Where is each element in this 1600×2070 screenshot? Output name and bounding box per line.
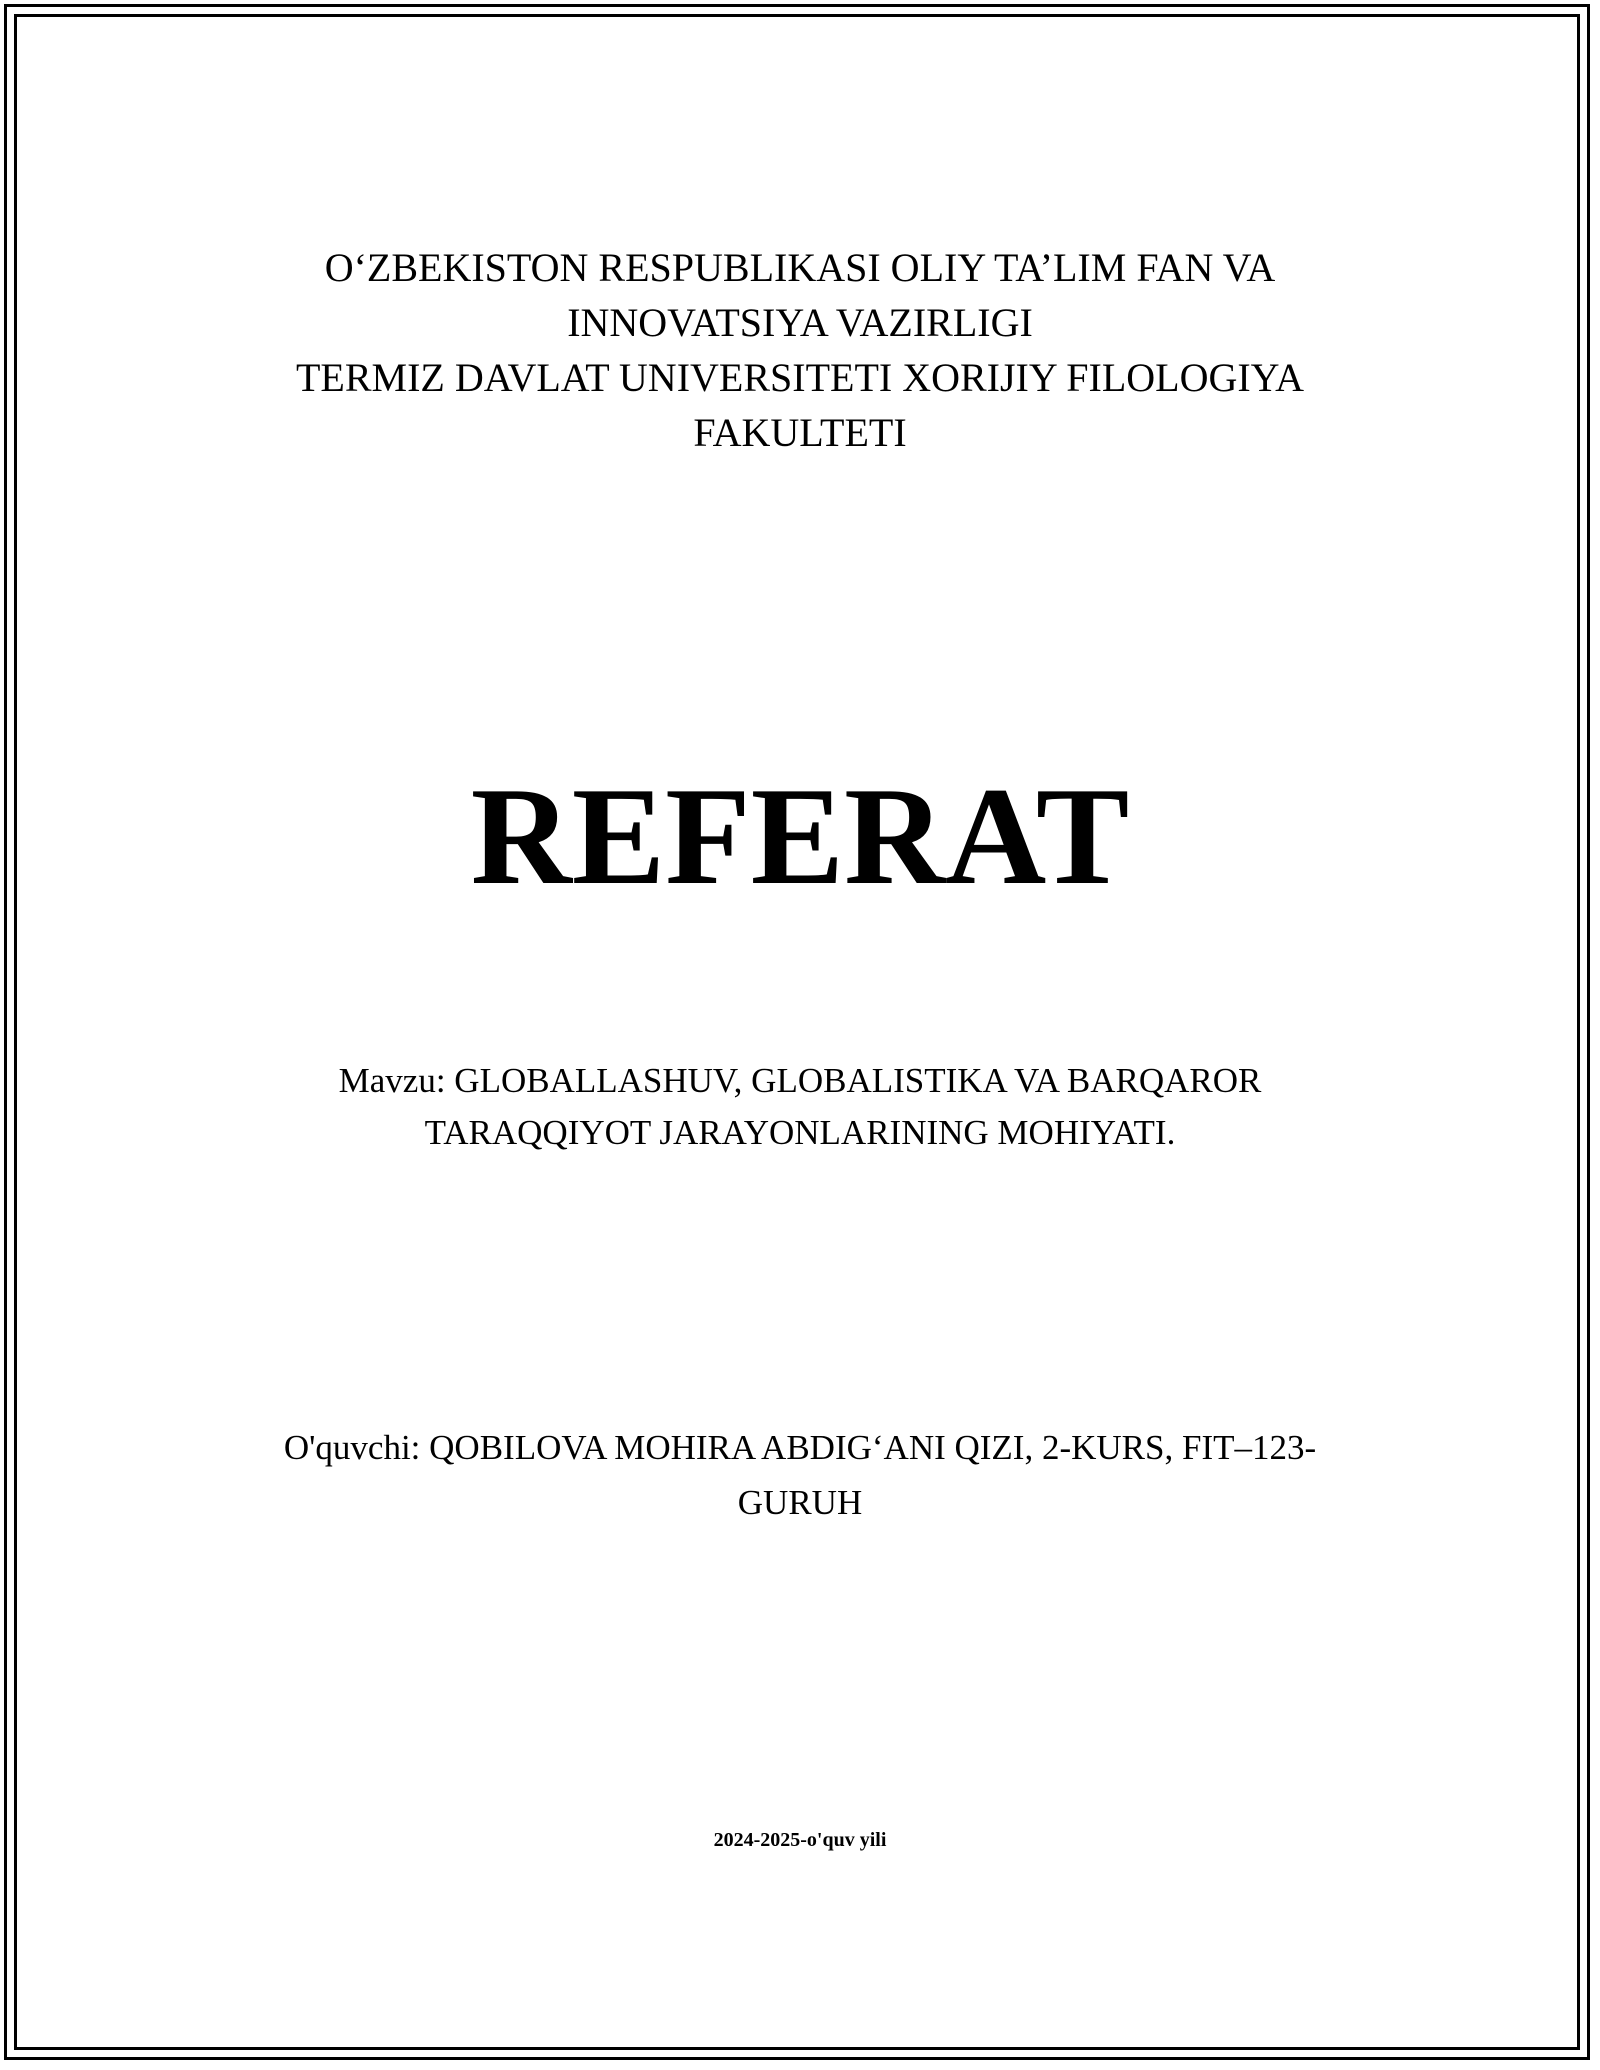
header-line-1: O‘ZBEKISTON RESPUBLIKASI OLIY TA’LIM FAN VA: [324, 245, 1276, 290]
academic-year: 2024-2025-o'quv yili: [713, 1829, 887, 1851]
topic-line-2: TARAQQIYOT JARAYONLARINING MOHIYATI.: [424, 1113, 1176, 1152]
student-line-2: GURUH: [737, 1483, 863, 1522]
topic-line-1: Mavzu: GLOBALLASHUV, GLOBALISTIKA VA BARQAROR: [338, 1061, 1262, 1100]
ministry-header: [0, 240, 1600, 460]
student-line-1: O'quvchi: QOBILOVA MOHIRA ABDIG‘ANI QIZI, 2-KURS, FIT–123-: [283, 1428, 1317, 1467]
header-line-4: FAKULTETI: [693, 410, 907, 455]
document-title: REFERAT: [470, 759, 1130, 914]
student-info: [0, 1420, 1600, 1530]
header-line-2: INNOVATSIYA VAZIRLIGI: [567, 300, 1033, 345]
topic: [0, 1055, 1600, 1159]
header-line-3: TERMIZ DAVLAT UNIVERSITETI XORIJIY FILOLOGIYA: [295, 355, 1305, 400]
